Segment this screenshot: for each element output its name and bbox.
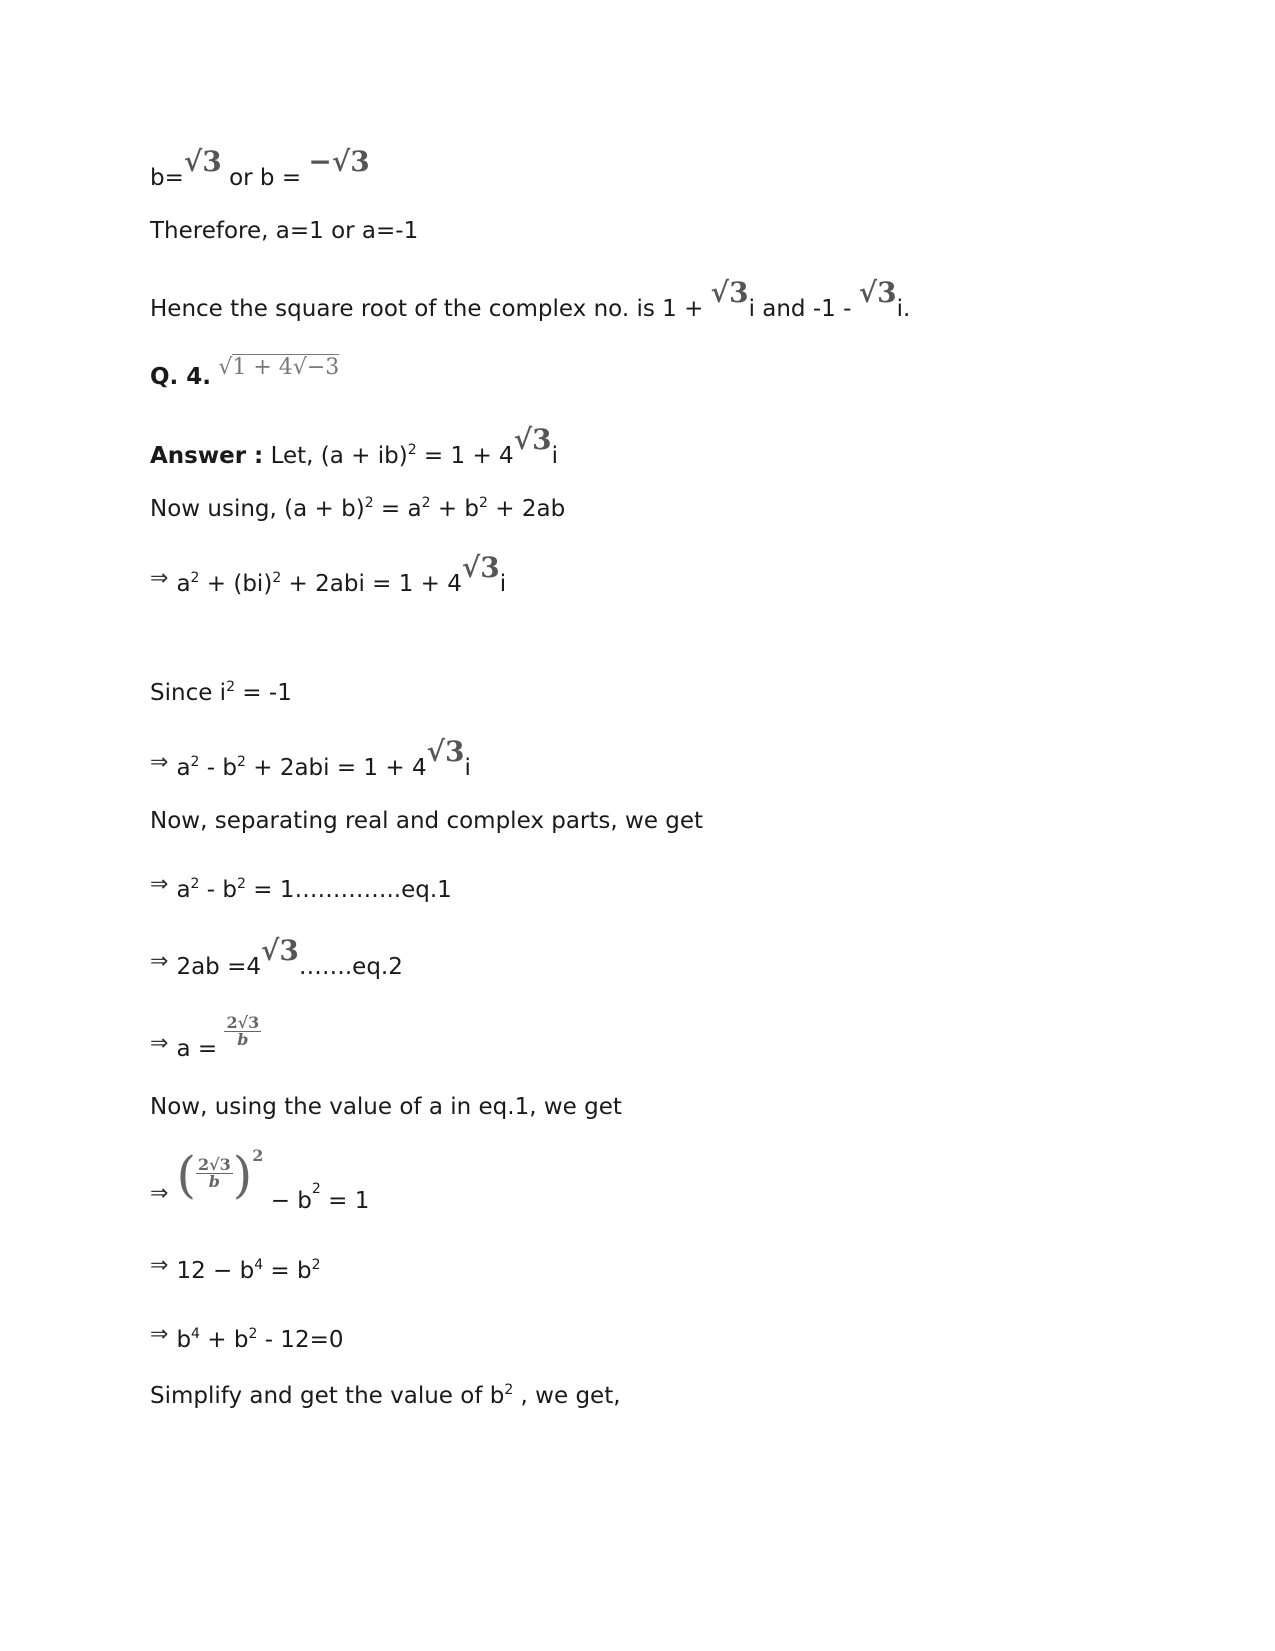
superscript: 2 [364, 495, 374, 511]
implies-arrow: ⇒ [150, 872, 169, 897]
right-paren: ) [232, 1146, 253, 1204]
implies-arrow: ⇒ [150, 566, 169, 591]
minus: − [308, 145, 332, 178]
numerator: 2√3 [197, 1155, 231, 1174]
superscript: 4 [254, 1257, 264, 1273]
superscript: 2 [407, 442, 417, 458]
text: b= [150, 165, 184, 191]
implies-arrow: ⇒ [150, 750, 169, 775]
using-value-line: Now, using the value of a in eq.1, we get [150, 1094, 622, 1120]
question-label: Q. 4. [150, 364, 212, 390]
superscript: 2 [272, 570, 282, 586]
text: …….eq.2 [298, 954, 403, 980]
implies-arrow: ⇒ [150, 1322, 169, 1347]
text: i and -1 - [748, 296, 859, 322]
since-line [150, 680, 292, 705]
implies-arrow: ⇒ [150, 1181, 169, 1206]
text: , we get, [513, 1383, 621, 1409]
equation-2 [150, 934, 403, 980]
text: Hence the square root of the complex no. is 1 + [150, 296, 711, 322]
equation-1 [150, 872, 452, 903]
text: a = [176, 1036, 225, 1062]
line-therefore: Therefore, a=1 or a=-1 [150, 218, 419, 244]
text: Now using, (a + b) [150, 496, 365, 522]
text: - b [199, 877, 237, 903]
text: i. [896, 296, 911, 322]
sqrt3-symbol: √3 [513, 423, 552, 456]
text: = -1 [235, 680, 292, 706]
fraction [224, 1015, 261, 1048]
separating-line: Now, separating real and complex parts, we get [150, 808, 704, 834]
text: a [176, 877, 191, 903]
text: i [551, 443, 558, 469]
step-substitute [150, 735, 471, 781]
text: - 12=0 [257, 1327, 344, 1353]
denominator: b [237, 1030, 249, 1049]
now-using-line [150, 496, 565, 521]
sqrt3-symbol: √3 [183, 145, 222, 178]
text: Since i [150, 680, 227, 706]
text: = 1 [320, 1188, 370, 1214]
text: 12 − b [176, 1258, 255, 1284]
step-expand [150, 551, 507, 597]
text: + b [430, 496, 480, 522]
text: = 1…………..eq.1 [245, 877, 452, 903]
fraction [196, 1157, 233, 1190]
answer-label: Answer : [150, 443, 264, 469]
superscript: 2 [190, 570, 200, 586]
sqrt3-symbol: √3 [461, 551, 500, 584]
text: a [176, 755, 191, 781]
a-value-line [150, 1013, 261, 1062]
text: + 2ab [487, 496, 566, 522]
question-expression: √1 + 4√−3 [218, 355, 340, 380]
text: = 1 + 4 [416, 443, 514, 469]
text: i [499, 571, 507, 597]
sqrt3-symbol: √3 [858, 276, 897, 309]
superscript: 2 [504, 1382, 514, 1398]
implies-arrow: ⇒ [150, 1253, 169, 1278]
exponent: 2 [252, 1146, 264, 1165]
question-4 [150, 355, 340, 390]
text: Simplify and get the value of b [150, 1383, 505, 1409]
implies-arrow: ⇒ [150, 1031, 169, 1056]
text: + 2abi = 1 + 4 [281, 571, 462, 597]
superscript: 2 [479, 495, 488, 511]
superscript: 2 [190, 876, 200, 892]
line-hence [150, 276, 911, 322]
sqrt3-symbol: √3 [260, 934, 299, 967]
answer-line [150, 423, 558, 469]
text: b [176, 1327, 192, 1353]
neg-sqrt3-symbol [308, 145, 370, 178]
line-b-values [150, 145, 370, 191]
text: + b [199, 1327, 249, 1353]
sqrt3-symbol: √3 [426, 735, 465, 768]
text: Let, (a + ib) [263, 443, 408, 469]
denominator: b [208, 1172, 220, 1191]
text: - b [199, 755, 237, 781]
text: a [176, 571, 191, 597]
superscript: 2 [237, 876, 246, 892]
superscript: 2 [226, 679, 235, 695]
sqrt: √3 [331, 145, 370, 178]
superscript: 2 [311, 1181, 321, 1197]
implies-arrow: ⇒ [150, 949, 169, 974]
text: + 2abi = 1 + 4 [245, 755, 427, 781]
left-paren: ( [176, 1146, 196, 1204]
expr-root: −3 [306, 355, 340, 380]
text: i [464, 755, 471, 781]
text: = a [373, 496, 422, 522]
numerator: 2√3 [226, 1013, 260, 1032]
squared-step [150, 1146, 370, 1214]
sqrt3-symbol: √3 [710, 276, 749, 309]
superscript: 2 [311, 1257, 321, 1273]
text: = b [263, 1258, 312, 1284]
text: + (bi) [199, 571, 273, 597]
superscript: 2 [421, 495, 431, 511]
simplify-line [150, 1383, 621, 1408]
text: 2ab =4 [176, 954, 261, 980]
superscript: 2 [248, 1326, 258, 1342]
superscript: 2 [190, 754, 200, 770]
text: or b = [221, 165, 309, 191]
superscript: 4 [191, 1326, 200, 1342]
text: − b [263, 1188, 312, 1214]
superscript: 2 [237, 754, 246, 770]
step-quartic-1 [150, 1253, 321, 1284]
expr-inner: 1 + 4 [232, 355, 293, 380]
step-quartic-2 [150, 1322, 344, 1353]
